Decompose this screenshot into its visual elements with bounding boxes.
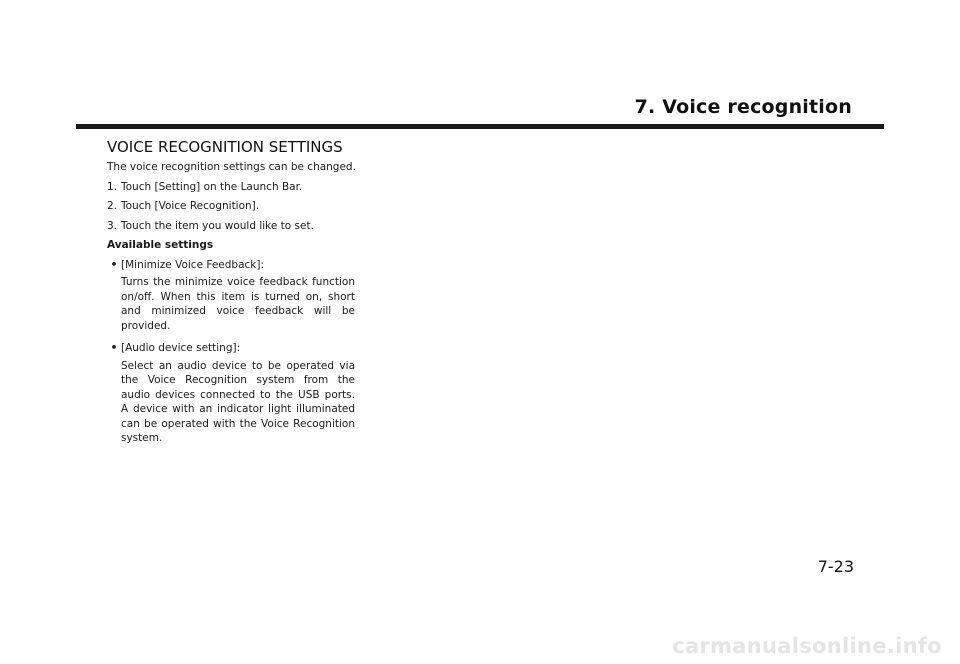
step-item	[107, 180, 355, 195]
settings-item-minimize-voice-feedback	[107, 258, 355, 334]
settings-list	[107, 258, 355, 446]
section-intro: The voice recognition settings can be changed.	[107, 161, 356, 173]
settings-item-head	[107, 341, 355, 356]
step-text: Touch the item you would like to set.	[121, 219, 314, 232]
chapter-title: 7. Voice recognition	[634, 96, 852, 118]
main-content	[107, 138, 355, 454]
settings-item-audio-device	[107, 341, 355, 446]
header-rule	[76, 124, 884, 129]
page-number: 7-23	[817, 557, 854, 576]
bullet-icon: •	[110, 342, 118, 354]
step-text: Touch [Voice Recognition].	[121, 200, 260, 212]
section-title: VOICE RECOGNITION SETTINGS	[107, 138, 343, 156]
step-text: Touch [Setting] on the Launch Bar.	[121, 180, 303, 193]
step-number: 3.	[107, 219, 118, 232]
settings-item-title: [Audio device setting]:	[121, 342, 241, 354]
settings-item-description: Select an audio device to be operated via the Voice Recognition system from the audio devices connected to the USB ports. A device with an indicator light illuminated can be operated with the Voice Recognition system.	[121, 359, 355, 444]
step-item	[107, 219, 355, 234]
step-number: 2.	[107, 200, 118, 212]
settings-heading: Available settings	[107, 239, 214, 251]
step-item	[107, 199, 355, 214]
watermark: carmanualsonline.info	[672, 634, 942, 658]
step-number: 1.	[107, 180, 118, 193]
steps-list	[107, 180, 355, 234]
bullet-icon: •	[110, 258, 118, 271]
settings-item-description: Turns the minimize voice feedback function on/off. When this item is turned on, short and minimized voice feedback will be provided.	[121, 276, 355, 332]
settings-item-head	[107, 258, 355, 273]
settings-item-title: [Minimize Voice Feedback]:	[121, 258, 265, 271]
